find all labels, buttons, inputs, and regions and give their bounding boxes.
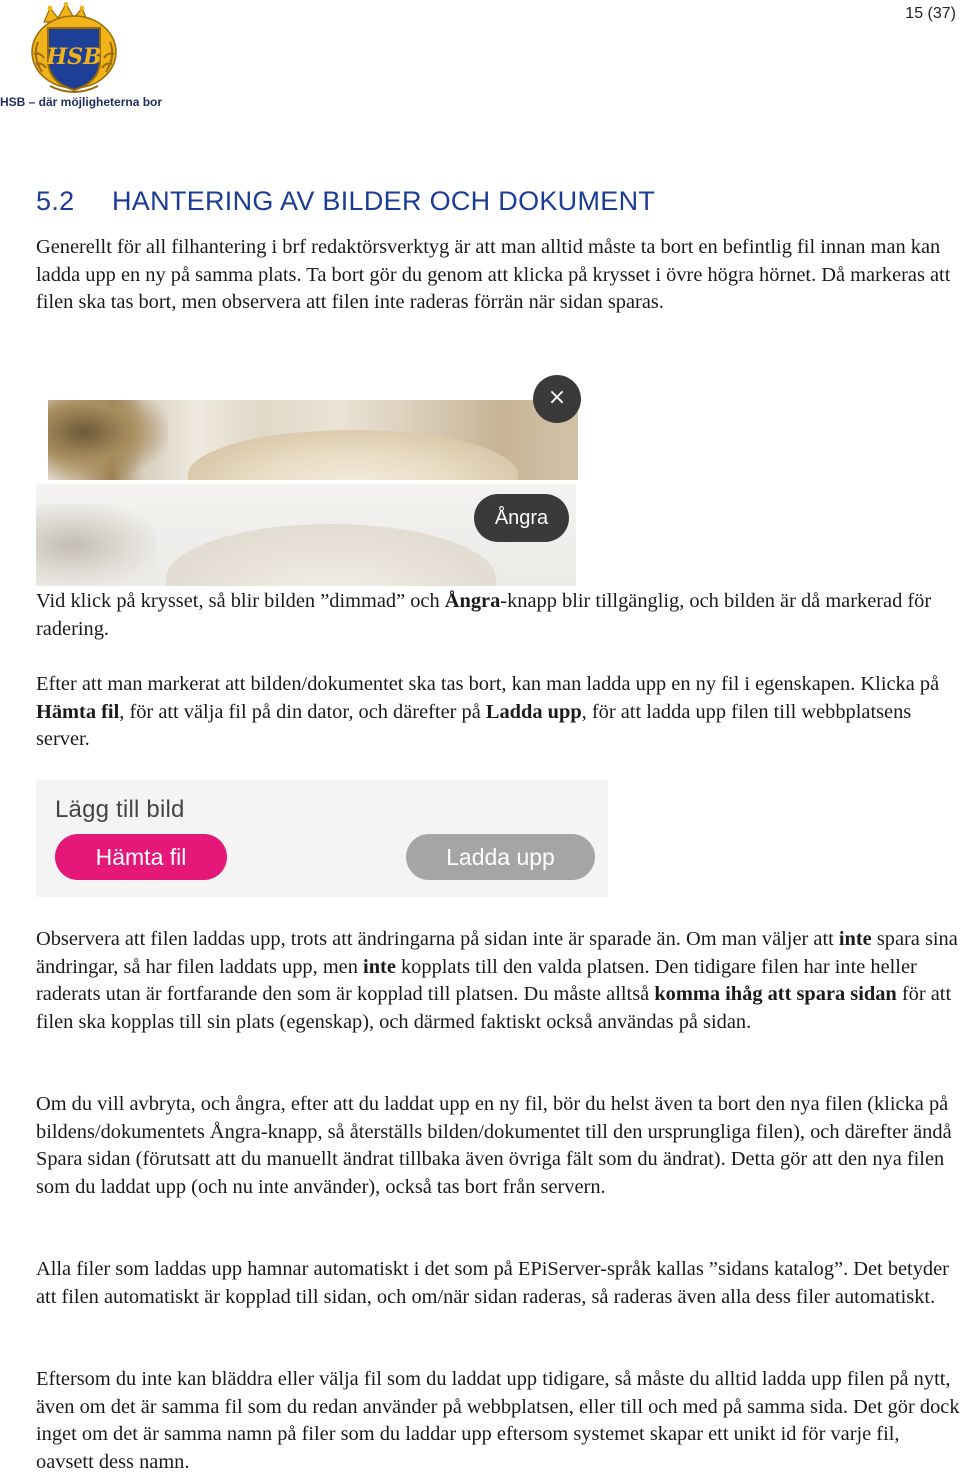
hsb-logo	[0, 2, 163, 112]
paragraph-observe	[36, 926, 960, 1036]
bold-upload: Ladda upp	[485, 700, 582, 723]
undo-button[interactable]: Ångra	[474, 494, 569, 542]
text-part: , för att välja fil på din dator, och därefter på	[119, 700, 486, 723]
bold-fetch: Hämta fil	[36, 700, 120, 723]
fetch-file-button[interactable]: Hämta fil	[55, 834, 227, 880]
add-image-label: Lägg till bild	[55, 796, 185, 823]
text-part: -knapp blir tillgänglig, och bilden är då markerad för radering.	[36, 590, 932, 640]
text-part: för att filen ska kopplas till sin plats (egenskap), och därmed faktiskt också användas på sidan.	[36, 983, 952, 1033]
add-image-screenshot	[36, 780, 608, 897]
original-photo	[48, 400, 578, 480]
text-part: Efter att man markerat att bilden/dokumentet ska tas bort, kan man ladda upp en ny fil i egenskapen. Klicka på	[36, 673, 940, 695]
image-delete-screenshot	[36, 344, 588, 586]
text-part: Observera att filen laddas upp, trots att ändringarna på sidan inte är sparade än. Om man väljer att	[36, 928, 839, 950]
section-heading	[36, 186, 655, 217]
text-part: , för att ladda upp filen till webbplatsens server.	[36, 700, 912, 750]
bold-inte: inte	[363, 955, 396, 978]
bold-inte: inte	[838, 928, 872, 950]
bold-remember-save: komma ihåg att spara sidan	[654, 983, 897, 1005]
text-part: kopplats till den valda platsen. Den tidigare filen har inte heller raderats utan är fortfarande den som är kopplad till platsen. Du måste alltså	[36, 955, 917, 1005]
delete-close-button[interactable]: ×	[533, 375, 581, 423]
paragraph-intro: Generellt för all filhantering i brf redaktörsverktyg är att man alltid måste ta bort en befintlig fil innan man kan ladda upp en ny på samma plats. Ta bort gör du genom att klicka på krysset i övre högra hörnet. Då markeras att filen ska tas bort, men observera att filen inte raderas förrän när sidan sparas.	[36, 236, 951, 313]
paragraph-upload-steps	[36, 671, 960, 754]
section-title: HANTERING AV BILDER OCH DOKUMENT	[112, 186, 656, 216]
logo-tagline: HSB – där möjligheterna bor	[0, 95, 163, 109]
text-part: Vid klick på krysset, så blir bilden ”dimmad” och	[36, 590, 445, 612]
page-number: 15 (37)	[905, 5, 956, 22]
upload-button[interactable]: Ladda upp	[406, 834, 595, 880]
paragraph-reupload: Eftersom du inte kan bläddra eller välja fil som du laddat upp tidigare, så måste du alltid ladda upp filen på nytt, även om det är samma fil som du redan använder på webbplatsen, eller till och med på samma sida. Det gör dock inget om det är samma namn på filer som du laddar upp eftersom systemet skapar ett unikt id för varje fil, oavsett dess namn.	[36, 1368, 960, 1473]
paragraph-cancel: Om du vill avbryta, och ångra, efter att du laddat upp en ny fil, bör du helst även ta bort den nya filen (klicka på bildens/dokumentets Ångra-knapp, så återställs bilden/dokumentet till den ursprungliga filen), och därefter ändå Spara sidan (förutsatt att du manuellt ändrat tillbaka även övriga fält som du ändrat). Detta gör att den nya filen som du laddat upp (och nu inte använder), också tas bort från servern.	[36, 1093, 952, 1198]
hsb-emblem-icon	[0, 2, 155, 94]
paragraph-catalog: Alla filer som laddas upp hamnar automatiskt i det som på EPiServer-språk kallas ”sidans katalog”. Det betyder att filen automatiskt är kopplad till sidan, och om/när sidan raderas, så raderas även alla dess filer automatiskt.	[36, 1258, 949, 1308]
svg-text:HSB: HSB	[46, 44, 102, 70]
section-number: 5.2	[36, 186, 75, 216]
text-part: spara sina ändringar, så har filen laddats upp, men	[36, 928, 958, 978]
bold-undo: Ångra	[444, 590, 501, 612]
paragraph-dimmed	[36, 588, 960, 643]
